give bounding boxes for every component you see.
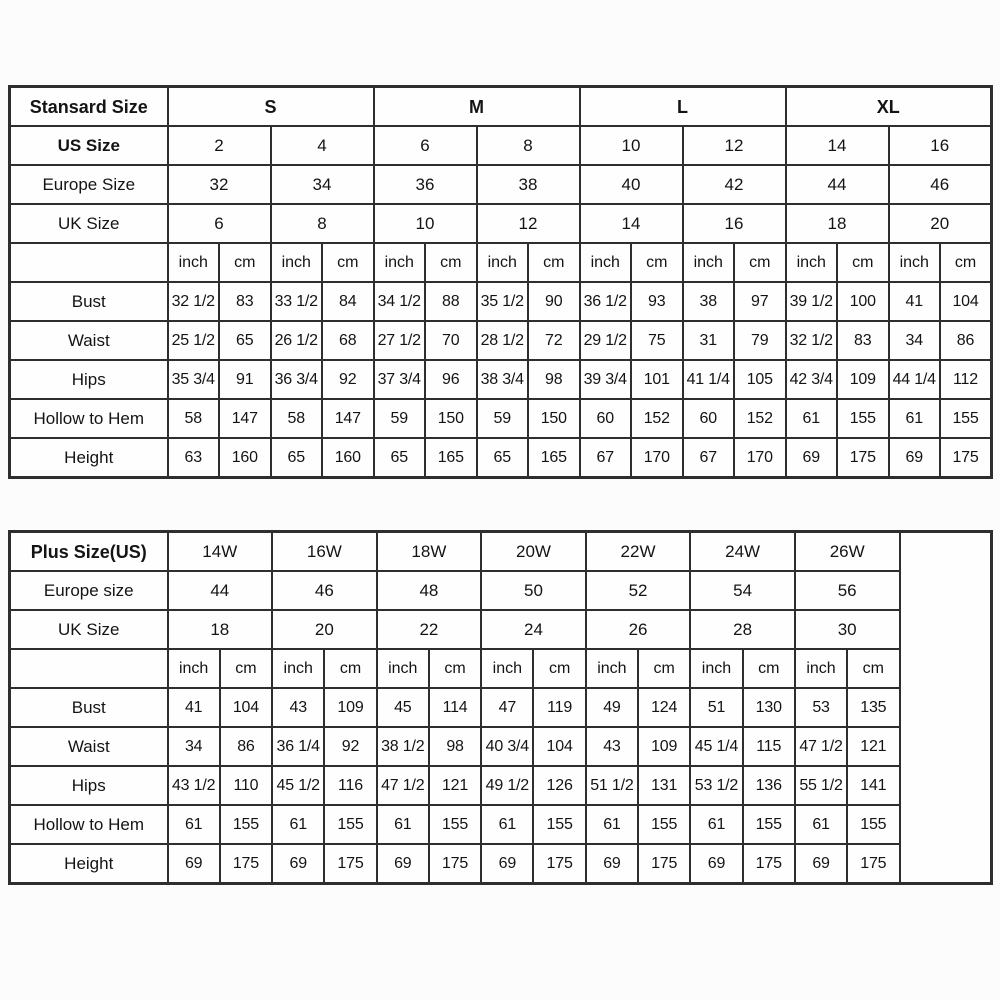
size-value-cell: 42: [683, 165, 786, 204]
measurement-cell: 31: [683, 321, 735, 360]
row-label-cell: Waist: [10, 321, 168, 360]
unit-cell: cm: [219, 243, 271, 282]
size-value-cell: 26: [586, 610, 691, 649]
measurement-cell: 69: [889, 438, 941, 478]
row-label-cell: UK Size: [10, 610, 168, 649]
row-label-cell: Europe Size: [10, 165, 168, 204]
measurement-cell: 65: [374, 438, 426, 478]
measurement-cell: 155: [324, 805, 376, 844]
size-value-cell: 20: [272, 610, 377, 649]
standard-size-table: [8, 85, 993, 479]
measurement-cell: 97: [734, 282, 786, 321]
measurement-cell: 25 1/2: [168, 321, 220, 360]
size-value-cell: 8: [477, 126, 580, 165]
size-group-cell: 14W: [168, 532, 273, 572]
measurement-cell: 32 1/2: [786, 321, 838, 360]
size-value-cell: 18: [168, 610, 273, 649]
row-label-cell: Bust: [10, 282, 168, 321]
measurement-cell: 32 1/2: [168, 282, 220, 321]
measurement-cell: 175: [638, 844, 690, 884]
measurement-cell: 59: [477, 399, 529, 438]
measurement-cell: 126: [533, 766, 585, 805]
unit-cell: inch: [481, 649, 533, 688]
size-value-cell: 6: [374, 126, 477, 165]
measurement-cell: 39 3/4: [580, 360, 632, 399]
size-group-cell: S: [168, 87, 374, 127]
measurement-cell: 61: [786, 399, 838, 438]
row-label-cell: Hips: [10, 360, 168, 399]
size-value-cell: 50: [481, 571, 586, 610]
measurement-cell: 47: [481, 688, 533, 727]
measurement-cell: 84: [322, 282, 374, 321]
measurement-cell: 152: [631, 399, 683, 438]
unit-cell: cm: [837, 243, 889, 282]
size-group-cell: 26W: [795, 532, 900, 572]
size-value-cell: 14: [786, 126, 889, 165]
row-label-cell: Hollow to Hem: [10, 399, 168, 438]
row-label-cell: Height: [10, 844, 168, 884]
measurement-cell: 43 1/2: [168, 766, 220, 805]
measurement-cell: 175: [837, 438, 889, 478]
size-value-cell: 4: [271, 126, 374, 165]
measurement-cell: 41: [168, 688, 220, 727]
measurement-cell: 26 1/2: [271, 321, 323, 360]
measurement-cell: 45 1/4: [690, 727, 742, 766]
measurement-cell: 147: [219, 399, 271, 438]
measurement-cell: 36 1/2: [580, 282, 632, 321]
measurement-cell: 41 1/4: [683, 360, 735, 399]
measurement-cell: 155: [220, 805, 272, 844]
measurement-cell: 170: [734, 438, 786, 478]
measurement-cell: 100: [837, 282, 889, 321]
measurement-cell: 104: [220, 688, 272, 727]
size-value-cell: 10: [374, 204, 477, 243]
measurement-cell: 155: [743, 805, 795, 844]
size-value-cell: 56: [795, 571, 900, 610]
measurement-cell: 42 3/4: [786, 360, 838, 399]
measurement-cell: 175: [220, 844, 272, 884]
unit-cell: inch: [690, 649, 742, 688]
size-value-cell: 44: [168, 571, 273, 610]
unit-cell: inch: [889, 243, 941, 282]
unit-row-blank-cell: [10, 243, 168, 282]
measurement-cell: 83: [837, 321, 889, 360]
unit-cell: inch: [683, 243, 735, 282]
measurement-cell: 175: [324, 844, 376, 884]
size-group-cell: XL: [786, 87, 992, 127]
measurement-cell: 160: [219, 438, 271, 478]
size-group-cell: 16W: [272, 532, 377, 572]
measurement-cell: 58: [271, 399, 323, 438]
measurement-cell: 44 1/4: [889, 360, 941, 399]
size-value-cell: 2: [168, 126, 271, 165]
measurement-cell: 61: [377, 805, 429, 844]
size-value-cell: 30: [795, 610, 900, 649]
unit-cell: cm: [940, 243, 992, 282]
unit-cell: inch: [168, 649, 220, 688]
unit-cell: cm: [324, 649, 376, 688]
unit-cell: inch: [377, 649, 429, 688]
size-group-cell: M: [374, 87, 580, 127]
measurement-cell: 61: [272, 805, 324, 844]
unit-cell: cm: [743, 649, 795, 688]
measurement-cell: 155: [533, 805, 585, 844]
measurement-cell: 155: [429, 805, 481, 844]
unit-cell: cm: [322, 243, 374, 282]
measurement-cell: 61: [481, 805, 533, 844]
size-value-cell: 24: [481, 610, 586, 649]
measurement-cell: 175: [847, 844, 899, 884]
measurement-cell: 75: [631, 321, 683, 360]
unit-cell: cm: [528, 243, 580, 282]
measurement-cell: 29 1/2: [580, 321, 632, 360]
measurement-cell: 96: [425, 360, 477, 399]
size-group-cell: 18W: [377, 532, 482, 572]
unit-cell: inch: [586, 649, 638, 688]
size-value-cell: 12: [683, 126, 786, 165]
unit-cell: cm: [533, 649, 585, 688]
measurement-cell: 110: [220, 766, 272, 805]
size-value-cell: 8: [271, 204, 374, 243]
measurement-cell: 60: [580, 399, 632, 438]
unit-cell: inch: [271, 243, 323, 282]
measurement-cell: 116: [324, 766, 376, 805]
measurement-cell: 92: [324, 727, 376, 766]
measurement-cell: 41: [889, 282, 941, 321]
measurement-cell: 61: [795, 805, 847, 844]
measurement-cell: 53 1/2: [690, 766, 742, 805]
measurement-cell: 36 3/4: [271, 360, 323, 399]
measurement-cell: 150: [528, 399, 580, 438]
measurement-cell: 69: [795, 844, 847, 884]
size-value-cell: 10: [580, 126, 683, 165]
measurement-cell: 79: [734, 321, 786, 360]
row-label-cell: Bust: [10, 688, 168, 727]
unit-cell: cm: [631, 243, 683, 282]
unit-cell: inch: [168, 243, 220, 282]
size-group-cell: L: [580, 87, 786, 127]
measurement-cell: 69: [586, 844, 638, 884]
measurement-cell: 40 3/4: [481, 727, 533, 766]
empty-cell: [900, 532, 992, 884]
measurement-cell: 130: [743, 688, 795, 727]
measurement-cell: 86: [220, 727, 272, 766]
size-value-cell: 12: [477, 204, 580, 243]
measurement-cell: 58: [168, 399, 220, 438]
measurement-cell: 175: [940, 438, 992, 478]
size-value-cell: 52: [586, 571, 691, 610]
measurement-cell: 93: [631, 282, 683, 321]
measurement-cell: 39 1/2: [786, 282, 838, 321]
measurement-cell: 47 1/2: [377, 766, 429, 805]
measurement-cell: 35 1/2: [477, 282, 529, 321]
unit-row-blank-cell: [10, 649, 168, 688]
row-label-cell: Europe size: [10, 571, 168, 610]
measurement-cell: 105: [734, 360, 786, 399]
measurement-cell: 115: [743, 727, 795, 766]
measurement-cell: 34: [889, 321, 941, 360]
measurement-cell: 70: [425, 321, 477, 360]
measurement-cell: 155: [940, 399, 992, 438]
measurement-cell: 98: [528, 360, 580, 399]
size-value-cell: 48: [377, 571, 482, 610]
size-group-cell: 24W: [690, 532, 795, 572]
measurement-cell: 92: [322, 360, 374, 399]
measurement-cell: 67: [580, 438, 632, 478]
size-value-cell: 40: [580, 165, 683, 204]
measurement-cell: 136: [743, 766, 795, 805]
unit-cell: cm: [847, 649, 899, 688]
measurement-cell: 59: [374, 399, 426, 438]
measurement-cell: 69: [168, 844, 220, 884]
size-value-cell: 16: [683, 204, 786, 243]
measurement-cell: 152: [734, 399, 786, 438]
size-group-cell: 22W: [586, 532, 691, 572]
measurement-cell: 61: [690, 805, 742, 844]
plus-size-table: [8, 530, 993, 885]
size-value-cell: 14: [580, 204, 683, 243]
measurement-cell: 63: [168, 438, 220, 478]
measurement-cell: 35 3/4: [168, 360, 220, 399]
measurement-cell: 170: [631, 438, 683, 478]
measurement-cell: 135: [847, 688, 899, 727]
measurement-cell: 91: [219, 360, 271, 399]
unit-cell: cm: [220, 649, 272, 688]
size-value-cell: 20: [889, 204, 992, 243]
measurement-cell: 43: [586, 727, 638, 766]
row-label-cell: Hollow to Hem: [10, 805, 168, 844]
measurement-cell: 175: [429, 844, 481, 884]
measurement-cell: 61: [168, 805, 220, 844]
size-value-cell: 28: [690, 610, 795, 649]
size-value-cell: 22: [377, 610, 482, 649]
row-label-cell: US Size: [10, 126, 168, 165]
measurement-cell: 114: [429, 688, 481, 727]
measurement-cell: 124: [638, 688, 690, 727]
size-value-cell: 16: [889, 126, 992, 165]
size-value-cell: 32: [168, 165, 271, 204]
measurement-cell: 38 3/4: [477, 360, 529, 399]
measurement-cell: 49: [586, 688, 638, 727]
measurement-cell: 27 1/2: [374, 321, 426, 360]
measurement-cell: 150: [425, 399, 477, 438]
size-group-cell: 20W: [481, 532, 586, 572]
measurement-cell: 45 1/2: [272, 766, 324, 805]
measurement-cell: 37 3/4: [374, 360, 426, 399]
measurement-cell: 119: [533, 688, 585, 727]
measurement-cell: 141: [847, 766, 899, 805]
measurement-cell: 72: [528, 321, 580, 360]
measurement-cell: 121: [429, 766, 481, 805]
measurement-cell: 47 1/2: [795, 727, 847, 766]
measurement-cell: 131: [638, 766, 690, 805]
measurement-cell: 155: [638, 805, 690, 844]
unit-cell: cm: [429, 649, 481, 688]
measurement-cell: 51: [690, 688, 742, 727]
measurement-cell: 90: [528, 282, 580, 321]
row-label-cell: UK Size: [10, 204, 168, 243]
measurement-cell: 65: [219, 321, 271, 360]
measurement-cell: 34 1/2: [374, 282, 426, 321]
measurement-cell: 101: [631, 360, 683, 399]
measurement-cell: 83: [219, 282, 271, 321]
measurement-cell: 69: [272, 844, 324, 884]
measurement-cell: 45: [377, 688, 429, 727]
measurement-cell: 98: [429, 727, 481, 766]
measurement-cell: 36 1/4: [272, 727, 324, 766]
measurement-cell: 165: [425, 438, 477, 478]
measurement-cell: 33 1/2: [271, 282, 323, 321]
table-title-cell: Stansard Size: [10, 87, 168, 127]
measurement-cell: 51 1/2: [586, 766, 638, 805]
size-value-cell: 34: [271, 165, 374, 204]
measurement-cell: 55 1/2: [795, 766, 847, 805]
measurement-cell: 165: [528, 438, 580, 478]
measurement-cell: 38 1/2: [377, 727, 429, 766]
size-value-cell: 46: [272, 571, 377, 610]
row-label-cell: Height: [10, 438, 168, 478]
measurement-cell: 53: [795, 688, 847, 727]
measurement-cell: 109: [324, 688, 376, 727]
measurement-cell: 69: [690, 844, 742, 884]
unit-cell: inch: [272, 649, 324, 688]
measurement-cell: 175: [533, 844, 585, 884]
unit-cell: cm: [734, 243, 786, 282]
measurement-cell: 69: [786, 438, 838, 478]
unit-cell: cm: [638, 649, 690, 688]
measurement-cell: 34: [168, 727, 220, 766]
measurement-cell: 43: [272, 688, 324, 727]
unit-cell: inch: [580, 243, 632, 282]
measurement-cell: 112: [940, 360, 992, 399]
size-value-cell: 36: [374, 165, 477, 204]
measurement-cell: 88: [425, 282, 477, 321]
measurement-cell: 155: [837, 399, 889, 438]
measurement-cell: 104: [533, 727, 585, 766]
size-value-cell: 38: [477, 165, 580, 204]
size-value-cell: 46: [889, 165, 992, 204]
measurement-cell: 147: [322, 399, 374, 438]
measurement-cell: 49 1/2: [481, 766, 533, 805]
measurement-cell: 104: [940, 282, 992, 321]
measurement-cell: 160: [322, 438, 374, 478]
size-value-cell: 54: [690, 571, 795, 610]
unit-cell: cm: [425, 243, 477, 282]
measurement-cell: 175: [743, 844, 795, 884]
unit-cell: inch: [477, 243, 529, 282]
measurement-cell: 86: [940, 321, 992, 360]
measurement-cell: 155: [847, 805, 899, 844]
measurement-cell: 67: [683, 438, 735, 478]
measurement-cell: 65: [271, 438, 323, 478]
unit-cell: inch: [786, 243, 838, 282]
measurement-cell: 60: [683, 399, 735, 438]
measurement-cell: 69: [481, 844, 533, 884]
unit-cell: inch: [374, 243, 426, 282]
size-value-cell: 44: [786, 165, 889, 204]
size-value-cell: 18: [786, 204, 889, 243]
measurement-cell: 38: [683, 282, 735, 321]
measurement-cell: 68: [322, 321, 374, 360]
unit-cell: inch: [795, 649, 847, 688]
measurement-cell: 61: [586, 805, 638, 844]
size-value-cell: 6: [168, 204, 271, 243]
measurement-cell: 61: [889, 399, 941, 438]
measurement-cell: 109: [837, 360, 889, 399]
measurement-cell: 69: [377, 844, 429, 884]
measurement-cell: 28 1/2: [477, 321, 529, 360]
measurement-cell: 109: [638, 727, 690, 766]
table-title-cell: Plus Size(US): [10, 532, 168, 572]
measurement-cell: 121: [847, 727, 899, 766]
measurement-cell: 65: [477, 438, 529, 478]
row-label-cell: Hips: [10, 766, 168, 805]
row-label-cell: Waist: [10, 727, 168, 766]
